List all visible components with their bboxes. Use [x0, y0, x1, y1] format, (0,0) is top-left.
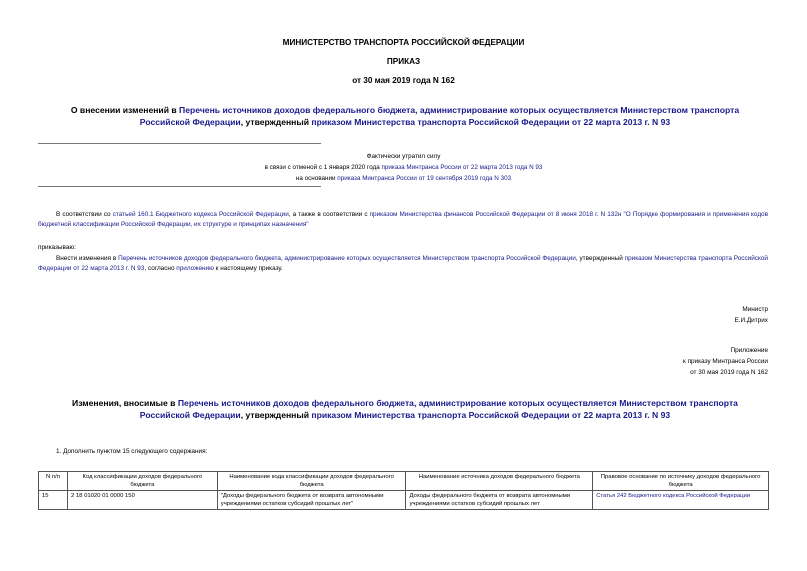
changes-title-prefix: Изменения, вносимые в: [72, 398, 178, 408]
header-source-name: Наименование источника доходов федерального бюджета: [406, 472, 593, 491]
document-date: от 30 мая 2019 года N 162: [352, 76, 455, 85]
cell-code-name: "Доходы федерального бюджета от возврата автономными учреждениями остатков субсидий прошлых лет": [217, 491, 406, 510]
link-minfin-order[interactable]: приказом Министерства финансов Российской Федерации от 8 июня 2018 г. N 132н "О Порядке формирования и применения кодов бюджетной классификации Российской Федерации, их структуре и принципах назначения": [38, 211, 769, 228]
para2-text-b: , утвержденный: [575, 255, 625, 262]
appendix-date: от 30 мая 2019 года N 162: [690, 369, 768, 376]
appendix-label: Приложение: [730, 347, 768, 354]
cell-legal-basis-link[interactable]: Статья 242 Бюджетного кодекса Российской Федерации: [593, 491, 769, 510]
header-legal-basis: Правовое основание по источнику доходов федерального бюджета: [593, 472, 769, 491]
para1-text-b: , а также в соответствии с: [288, 211, 370, 218]
changes-title-link-order[interactable]: приказом Министерства транспорта Российской Федерации от 22 марта 2013 г. N 93: [311, 410, 671, 420]
paragraph-basis: [38, 210, 768, 230]
title-link-list[interactable]: Перечень источников доходов федерального бюджета, администрирование которых осуществляется Министерством транспорта Российской Федерации: [139, 105, 740, 127]
changes-title-link-list[interactable]: Перечень источников доходов федерального бюджета, администрирование которых осуществляется Министерством транспорта Российской Федерации: [139, 398, 738, 420]
document-title: [55, 104, 755, 128]
cell-code: 2 18 01020 01 0000 150: [67, 491, 217, 510]
table-header-row: [39, 472, 769, 491]
para2-text-a: Внести изменения в: [56, 255, 119, 262]
link-budget-code-article[interactable]: статьей 160.1 Бюджетного кодекса Российской Федерации: [112, 211, 289, 218]
changes-table: [38, 471, 769, 510]
para2-text-d: к настоящему приказу.: [213, 265, 283, 272]
link-revenue-list[interactable]: Перечень источников доходов федерального бюджета, администрирование которых осуществляется Министерством транспорта Российской Федерации: [118, 255, 576, 262]
order-word: приказываю:: [38, 244, 76, 251]
header-number: N п/п: [39, 472, 68, 491]
cell-number: 15: [39, 491, 68, 510]
title-middle: , утвержденный: [240, 117, 312, 127]
appendix-order-ref: к приказу Минтранса России: [683, 358, 768, 365]
paragraph-order: [38, 254, 768, 274]
link-mintrans-order[interactable]: приказом Министерства транспорта Российской Федерации от 22 марта 2013 г. N 93: [38, 255, 768, 272]
para2-text-c: , согласно: [144, 265, 177, 272]
status-line-1: Фактически утратил силу: [366, 153, 441, 160]
signature-name: Е.И.Дитрих: [734, 317, 768, 324]
changes-title: [60, 397, 750, 421]
signature-role: Министр: [742, 306, 768, 313]
title-prefix: О внесении изменений в: [70, 105, 180, 115]
cell-source-name: Доходы федерального бюджета от возврата автономными учреждениями остатков субсидий прошлых лет: [406, 491, 593, 510]
status-line-3-text: на основании: [295, 175, 338, 182]
header-code: Код классификации доходов федерального бюджета: [67, 472, 217, 491]
status-divider-top: [38, 143, 321, 144]
document-type: ПРИКАЗ: [386, 57, 421, 66]
status-line-3: [0, 174, 807, 184]
status-link-cancelled-order[interactable]: приказа Минтранса России от 22 марта 2013 года N 93: [381, 164, 543, 171]
status-line-2-text: в связи с отменой с 1 января 2020 года: [264, 164, 382, 171]
item-intro: 1. Дополнить пунктом 15 следующего содержания:: [56, 448, 208, 455]
table-row: [39, 491, 769, 510]
para1-text-a: В соответствии со: [56, 211, 113, 218]
link-appendix[interactable]: приложению: [176, 265, 214, 272]
ministry-heading: МИНИСТЕРСТВО ТРАНСПОРТА РОССИЙСКОЙ ФЕДЕРАЦИИ: [282, 38, 525, 47]
changes-title-middle: , утвержденный: [240, 410, 312, 420]
status-divider-bottom: [38, 186, 321, 187]
header-code-name: Наименование кода классификации доходов федерального бюджета: [217, 472, 406, 491]
status-link-basis-order[interactable]: приказа Минтранса России от 19 сентября 2019 года N 303: [337, 175, 512, 182]
status-line-2: [0, 163, 807, 173]
title-link-order[interactable]: приказом Министерства транспорта Российской Федерации от 22 марта 2013 г. N 93: [311, 117, 671, 127]
